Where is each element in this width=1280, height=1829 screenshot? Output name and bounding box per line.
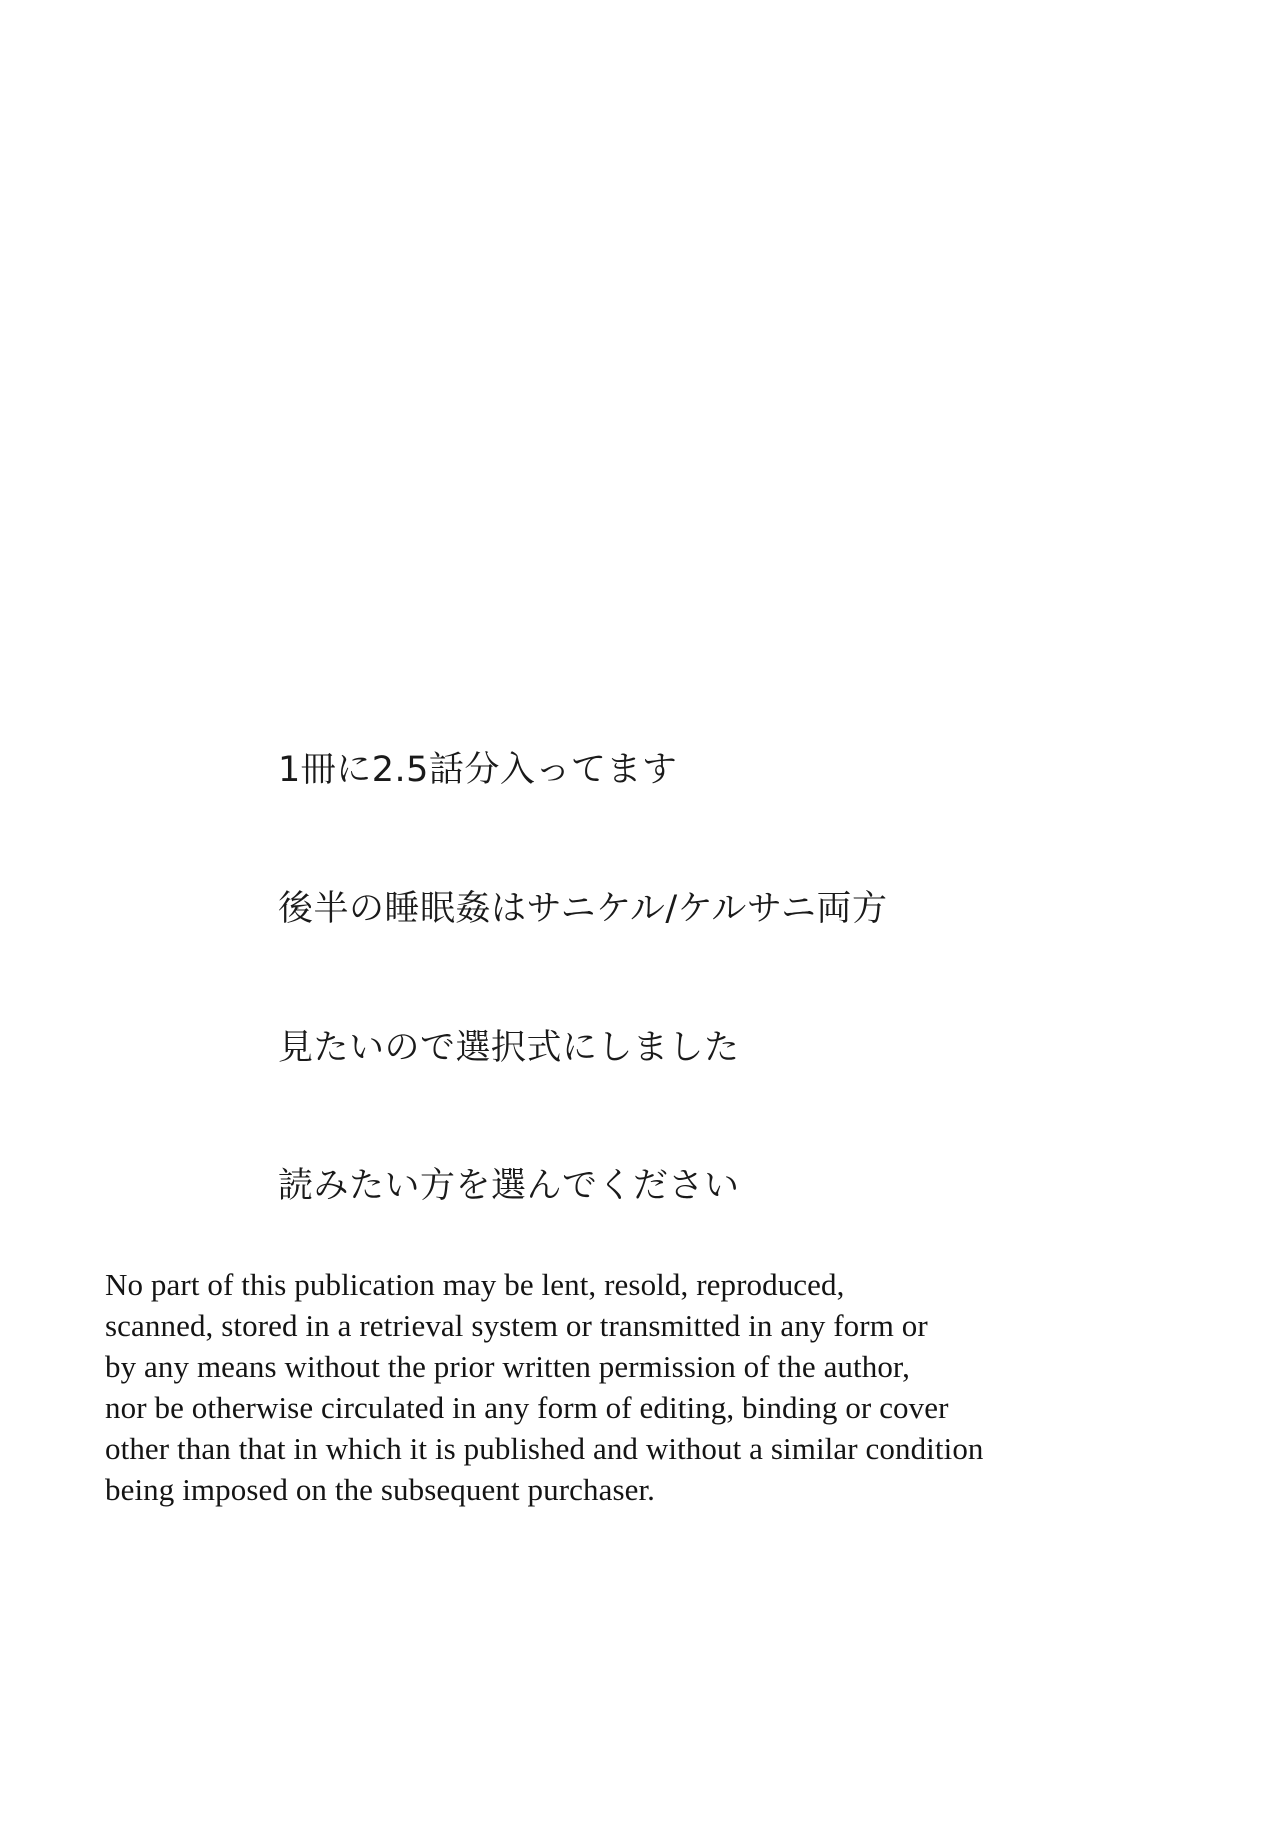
copyright-line-5: other than that in which it is published and without a similar condition [105,1430,984,1466]
copyright-notice [105,1265,1195,1510]
japanese-note-line-3: 見たいので選択式にしました [278,1027,740,1068]
copyright-line-4: nor be otherwise circulated in any form of editing, binding or cover [105,1389,949,1425]
copyright-line-1: No part of this publication may be lent, resold, reproduced, [105,1267,845,1302]
copyright-line-3: by any means without the prior written permission of the author, [105,1348,910,1384]
japanese-note-line-2: 後半の睡眠姦はサニケル/ケルサニ両方 [278,888,888,929]
japanese-note-line-1: 1冊に2.5話分入ってます [278,750,678,791]
copyright-line-6: being imposed on the subsequent purchaser. [105,1471,656,1507]
japanese-author-note [278,655,1078,1302]
copyright-line-2: scanned, stored in a retrieval system or transmitted in any form or [105,1307,928,1343]
japanese-note-line-4: 読みたい方を選んでください [278,1166,740,1207]
